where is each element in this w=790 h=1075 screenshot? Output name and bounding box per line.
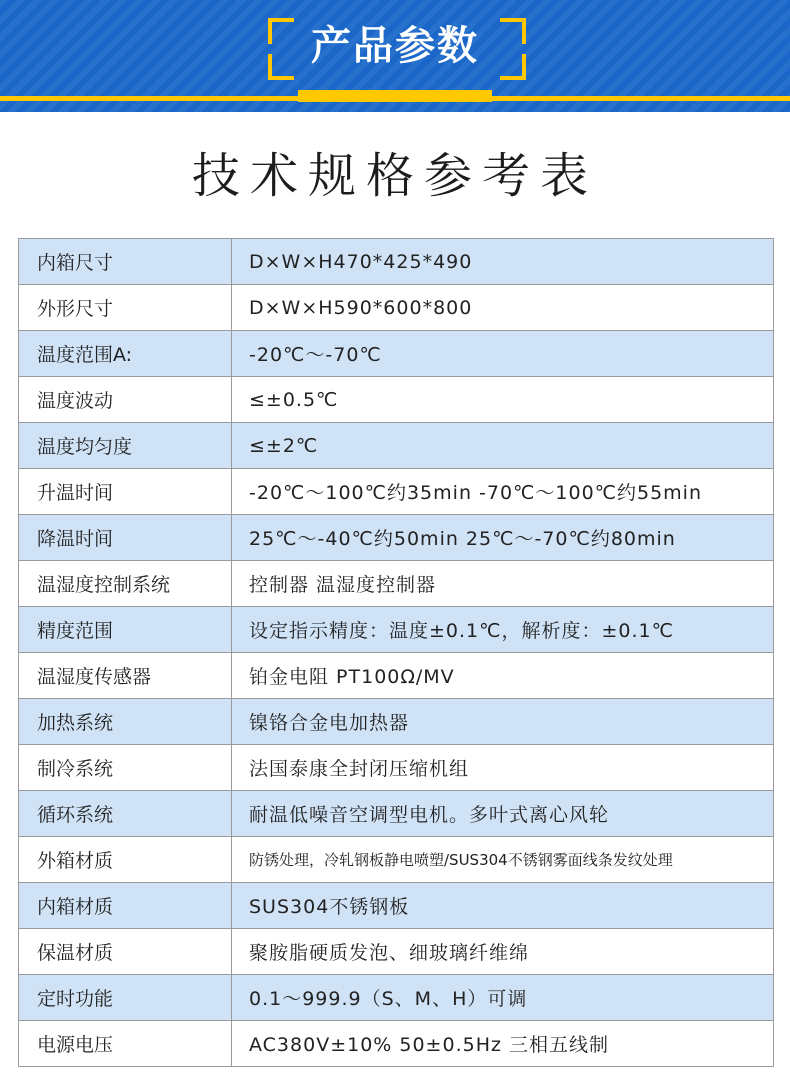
- spec-label: 电源电压: [19, 1021, 232, 1067]
- spec-value: 防锈处理，冷轧钢板静电喷塑/SUS304不锈钢雾面线条发纹处理: [232, 837, 774, 883]
- spec-value: -20℃～-70℃: [232, 331, 774, 377]
- spec-value: 25℃～-40℃约50min 25℃～-70℃约80min: [232, 515, 774, 561]
- table-row: [19, 515, 774, 561]
- spec-label: 温度范围A:: [19, 331, 232, 377]
- spec-label: 降温时间: [19, 515, 232, 561]
- page-title: 技术规格参考表: [191, 148, 598, 204]
- banner-tab: [298, 90, 492, 102]
- spec-value: -20℃～100℃约35min -70℃～100℃约55min: [232, 469, 774, 515]
- table-row: [19, 699, 774, 745]
- table-row: [19, 607, 774, 653]
- table-row: [19, 929, 774, 975]
- table-row: [19, 285, 774, 331]
- spec-label: 定时功能: [19, 975, 232, 1021]
- spec-value: 铂金电阻 PT100Ω/MV: [232, 653, 774, 699]
- spec-value: D×W×H470*425*490: [232, 239, 774, 285]
- table-row: [19, 745, 774, 791]
- spec-label: 保温材质: [19, 929, 232, 975]
- banner-title: 产品参数: [311, 23, 479, 69]
- spec-value: SUS304不锈钢板: [232, 883, 774, 929]
- spec-label: 加热系统: [19, 699, 232, 745]
- spec-value: ≤±0.5℃: [232, 377, 774, 423]
- spec-label: 制冷系统: [19, 745, 232, 791]
- spec-value: 耐温低噪音空调型电机。多叶式离心风轮: [232, 791, 774, 837]
- spec-label: 温度波动: [19, 377, 232, 423]
- table-row: [19, 561, 774, 607]
- spec-label: 循环系统: [19, 791, 232, 837]
- spec-value: 控制器 温湿度控制器: [232, 561, 774, 607]
- table-row: [19, 1021, 774, 1067]
- table-row: [19, 883, 774, 929]
- table-row: [19, 975, 774, 1021]
- spec-value: AC380V±10% 50±0.5Hz 三相五线制: [232, 1021, 774, 1067]
- spec-value: 镍铬合金电加热器: [232, 699, 774, 745]
- spec-label: 外箱材质: [19, 837, 232, 883]
- table-row: [19, 423, 774, 469]
- spec-label: 升温时间: [19, 469, 232, 515]
- table-row: [19, 653, 774, 699]
- spec-value: 设定指示精度：温度±0.1℃，解析度：±0.1℃: [232, 607, 774, 653]
- spec-label: 温湿度控制系统: [19, 561, 232, 607]
- table-row: [19, 331, 774, 377]
- spec-label: 内箱尺寸: [19, 239, 232, 285]
- table-row: [19, 239, 774, 285]
- spec-value: D×W×H590*600*800: [232, 285, 774, 331]
- spec-label: 精度范围: [19, 607, 232, 653]
- spec-value: ≤±2℃: [232, 423, 774, 469]
- spec-label: 内箱材质: [19, 883, 232, 929]
- spec-label: 温度均匀度: [19, 423, 232, 469]
- spec-table: [18, 238, 774, 1067]
- spec-value: 法国泰康全封闭压缩机组: [232, 745, 774, 791]
- spec-value: 聚胺脂硬质发泡、细玻璃纤维绵: [232, 929, 774, 975]
- table-row: [19, 469, 774, 515]
- spec-label: 外形尺寸: [19, 285, 232, 331]
- table-row: [19, 791, 774, 837]
- table-row: [19, 377, 774, 423]
- table-row: [19, 837, 774, 883]
- spec-value: 0.1～999.9（S、M、H）可调: [232, 975, 774, 1021]
- spec-label: 温湿度传感器: [19, 653, 232, 699]
